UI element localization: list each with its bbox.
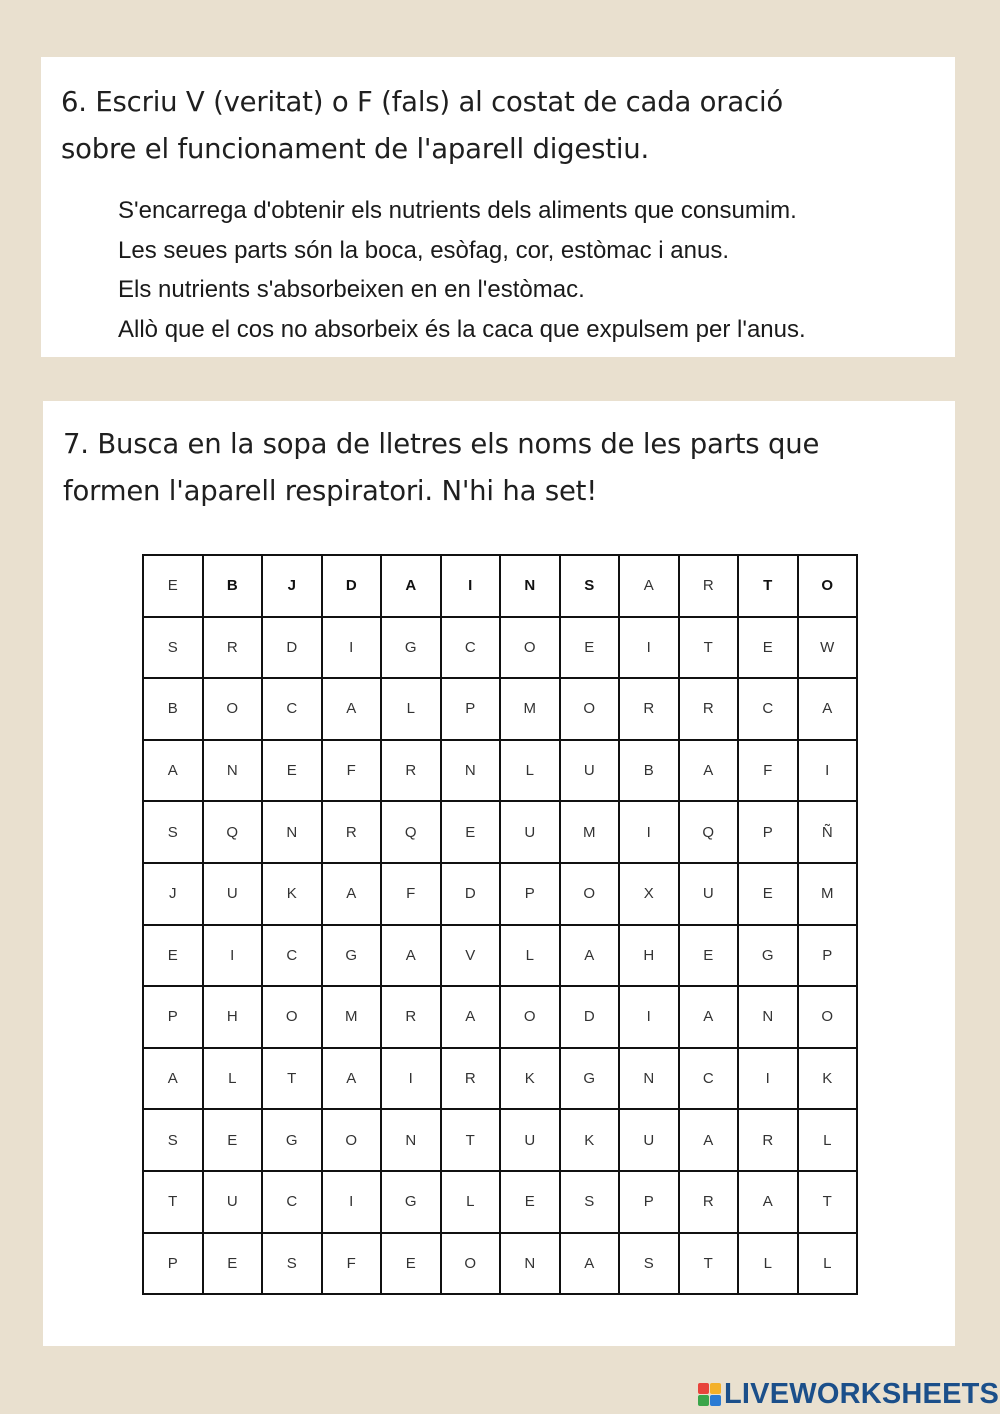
grid-cell[interactable]: N	[381, 1109, 441, 1171]
grid-cell[interactable]: P	[619, 1171, 679, 1233]
grid-cell[interactable]: I	[203, 925, 263, 987]
grid-cell[interactable]: U	[619, 1109, 679, 1171]
grid-cell[interactable]: L	[798, 1233, 858, 1295]
grid-cell[interactable]: P	[143, 986, 203, 1048]
grid-cell[interactable]: Q	[381, 801, 441, 863]
grid-cell[interactable]: U	[203, 863, 263, 925]
grid-cell[interactable]: E	[381, 1233, 441, 1295]
grid-cell[interactable]: I	[322, 1171, 382, 1233]
grid-cell[interactable]: O	[203, 678, 263, 740]
grid-cell[interactable]: K	[798, 1048, 858, 1110]
grid-cell[interactable]: S	[143, 801, 203, 863]
grid-cell[interactable]: O	[322, 1109, 382, 1171]
grid-cell[interactable]: G	[381, 617, 441, 679]
grid-cell[interactable]: M	[322, 986, 382, 1048]
statement-1: S'encarrega d'obtenir els nutrients dels aliments que consumim.	[118, 197, 797, 224]
grid-cell[interactable]: T	[679, 617, 739, 679]
grid-cell[interactable]: O	[798, 555, 858, 617]
grid-cell[interactable]: G	[738, 925, 798, 987]
grid-cell[interactable]: R	[619, 678, 679, 740]
grid-cell[interactable]: B	[143, 678, 203, 740]
grid-row	[143, 863, 857, 925]
grid-cell[interactable]: O	[262, 986, 322, 1048]
grid-cell[interactable]: E	[143, 555, 203, 617]
grid-cell[interactable]: A	[322, 863, 382, 925]
grid-row	[143, 1171, 857, 1233]
grid-cell[interactable]: O	[560, 863, 620, 925]
exercise-7-title-line-2: formen l'aparell respiratori. N'hi ha set!	[63, 475, 598, 507]
grid-cell[interactable]: R	[679, 678, 739, 740]
grid-row	[143, 555, 857, 617]
grid-cell[interactable]: E	[203, 1109, 263, 1171]
grid-cell[interactable]: F	[322, 1233, 382, 1295]
statement-4: Allò que el cos no absorbeix és la caca que expulsem per l'anus.	[118, 315, 806, 343]
grid-cell[interactable]: A	[560, 1233, 620, 1295]
grid-cell[interactable]: P	[143, 1233, 203, 1295]
grid-cell[interactable]: A	[738, 1171, 798, 1233]
grid-cell[interactable]: U	[500, 1109, 560, 1171]
grid-cell[interactable]: L	[738, 1233, 798, 1295]
exercise-6-card	[41, 57, 955, 357]
grid-cell[interactable]: G	[381, 1171, 441, 1233]
word-search-grid	[142, 554, 858, 1295]
statement-2: Les seues parts són la boca, esòfag, cor, estòmac i anus.	[118, 236, 730, 264]
grid-cell[interactable]: U	[500, 801, 560, 863]
grid-cell[interactable]: P	[798, 925, 858, 987]
grid-cell[interactable]: C	[679, 1048, 739, 1110]
grid-cell[interactable]: N	[500, 1233, 560, 1295]
grid-cell[interactable]: D	[262, 617, 322, 679]
grid-cell[interactable]: Q	[203, 801, 263, 863]
grid-cell[interactable]: D	[441, 863, 501, 925]
grid-cell[interactable]: A	[679, 986, 739, 1048]
grid-cell[interactable]: E	[441, 801, 501, 863]
grid-cell[interactable]: C	[738, 678, 798, 740]
grid-cell[interactable]: Ñ	[798, 801, 858, 863]
grid-cell[interactable]: T	[143, 1171, 203, 1233]
grid-row	[143, 1233, 857, 1295]
grid-cell[interactable]: U	[203, 1171, 263, 1233]
grid-cell[interactable]: K	[500, 1048, 560, 1110]
grid-cell[interactable]: I	[381, 1048, 441, 1110]
exercise-6-title	[61, 79, 783, 173]
grid-cell[interactable]: O	[441, 1233, 501, 1295]
grid-cell[interactable]: L	[441, 1171, 501, 1233]
grid-row	[143, 1048, 857, 1110]
grid-cell[interactable]: K	[262, 863, 322, 925]
grid-cell[interactable]: T	[262, 1048, 322, 1110]
grid-cell[interactable]: H	[619, 925, 679, 987]
grid-cell[interactable]: O	[500, 986, 560, 1048]
grid-cell[interactable]: B	[203, 555, 263, 617]
grid-row	[143, 678, 857, 740]
grid-cell[interactable]: A	[560, 925, 620, 987]
brand-text: LIVEWORKSHEETS	[724, 1378, 1000, 1410]
grid-cell[interactable]: L	[381, 678, 441, 740]
grid-cell[interactable]: A	[798, 678, 858, 740]
grid-cell[interactable]: E	[500, 1171, 560, 1233]
grid-cell[interactable]: A	[381, 555, 441, 617]
grid-cell[interactable]: N	[441, 740, 501, 802]
grid-cell[interactable]: I	[619, 986, 679, 1048]
grid-cell[interactable]: C	[441, 617, 501, 679]
grid-cell[interactable]: S	[560, 555, 620, 617]
grid-cell[interactable]: U	[679, 863, 739, 925]
grid-cell[interactable]: M	[560, 801, 620, 863]
grid-cell[interactable]: P	[500, 863, 560, 925]
grid-cell[interactable]: S	[560, 1171, 620, 1233]
grid-cell[interactable]: E	[738, 863, 798, 925]
grid-cell[interactable]: F	[322, 740, 382, 802]
grid-cell[interactable]: W	[798, 617, 858, 679]
grid-row	[143, 925, 857, 987]
grid-cell[interactable]: I	[619, 617, 679, 679]
grid-cell[interactable]: L	[798, 1109, 858, 1171]
grid-cell[interactable]: P	[441, 678, 501, 740]
grid-cell[interactable]: T	[679, 1233, 739, 1295]
grid-cell[interactable]: G	[262, 1109, 322, 1171]
grid-cell[interactable]: E	[203, 1233, 263, 1295]
statement-list	[118, 191, 806, 349]
grid-row	[143, 801, 857, 863]
grid-cell[interactable]: A	[619, 555, 679, 617]
grid-cell[interactable]: A	[143, 740, 203, 802]
grid-cell[interactable]: I	[441, 555, 501, 617]
grid-cell[interactable]: I	[322, 617, 382, 679]
grid-cell[interactable]: I	[619, 801, 679, 863]
grid-cell[interactable]: N	[738, 986, 798, 1048]
grid-cell[interactable]: E	[143, 925, 203, 987]
grid-row	[143, 1109, 857, 1171]
grid-cell[interactable]: C	[262, 925, 322, 987]
grid-cell[interactable]: M	[798, 863, 858, 925]
grid-cell[interactable]: N	[203, 740, 263, 802]
grid-cell[interactable]: N	[619, 1048, 679, 1110]
grid-cell[interactable]: O	[500, 617, 560, 679]
grid-cell[interactable]: J	[262, 555, 322, 617]
grid-cell[interactable]: K	[560, 1109, 620, 1171]
grid-cell[interactable]: N	[500, 555, 560, 617]
grid-cell[interactable]: O	[798, 986, 858, 1048]
grid-cell[interactable]: U	[560, 740, 620, 802]
grid-cell[interactable]: E	[738, 617, 798, 679]
grid-cell[interactable]: C	[262, 1171, 322, 1233]
statement-3: Els nutrients s'absorbeixen en en l'estòmac.	[118, 276, 585, 303]
grid-row	[143, 740, 857, 802]
grid-cell[interactable]: X	[619, 863, 679, 925]
grid-cell[interactable]: I	[798, 740, 858, 802]
grid-cell[interactable]: R	[738, 1109, 798, 1171]
grid-cell[interactable]: M	[500, 678, 560, 740]
liveworksheets-logo-icon	[698, 1383, 721, 1406]
grid-cell[interactable]: V	[441, 925, 501, 987]
grid-cell[interactable]: A	[679, 740, 739, 802]
grid-cell[interactable]: O	[560, 678, 620, 740]
grid-cell[interactable]: S	[619, 1233, 679, 1295]
exercise-6-title-line-1: 6. Escriu V (veritat) o F (fals) al costat de cada oració	[61, 86, 784, 118]
grid-cell[interactable]: P	[738, 801, 798, 863]
grid-cell[interactable]: S	[143, 617, 203, 679]
grid-cell[interactable]: G	[560, 1048, 620, 1110]
grid-cell[interactable]: D	[560, 986, 620, 1048]
grid-cell[interactable]: A	[322, 678, 382, 740]
grid-cell[interactable]: C	[262, 678, 322, 740]
grid-cell[interactable]: G	[322, 925, 382, 987]
grid-cell[interactable]: A	[143, 1048, 203, 1110]
grid-cell[interactable]: L	[203, 1048, 263, 1110]
grid-cell[interactable]: R	[322, 801, 382, 863]
grid-cell[interactable]: R	[679, 1171, 739, 1233]
grid-row	[143, 617, 857, 679]
grid-cell[interactable]: B	[619, 740, 679, 802]
grid-cell[interactable]: R	[203, 617, 263, 679]
grid-cell[interactable]: S	[143, 1109, 203, 1171]
exercise-7-title-line-1: 7. Busca en la sopa de lletres els noms de les parts que	[63, 428, 820, 460]
grid-cell[interactable]: T	[441, 1109, 501, 1171]
grid-cell[interactable]: N	[262, 801, 322, 863]
grid-cell[interactable]: I	[738, 1048, 798, 1110]
grid-cell[interactable]: H	[203, 986, 263, 1048]
grid-cell[interactable]: A	[381, 925, 441, 987]
grid-cell[interactable]: E	[679, 925, 739, 987]
grid-row	[143, 986, 857, 1048]
grid-cell[interactable]: T	[798, 1171, 858, 1233]
grid-cell[interactable]: F	[381, 863, 441, 925]
grid-cell[interactable]: R	[441, 1048, 501, 1110]
exercise-7-title	[63, 421, 819, 515]
grid-cell[interactable]: S	[262, 1233, 322, 1295]
grid-cell[interactable]: R	[381, 986, 441, 1048]
grid-cell[interactable]: E	[262, 740, 322, 802]
grid-cell[interactable]: R	[381, 740, 441, 802]
grid-cell[interactable]: E	[560, 617, 620, 679]
grid-cell[interactable]: R	[679, 555, 739, 617]
grid-cell[interactable]: A	[441, 986, 501, 1048]
liveworksheets-brand	[698, 1378, 999, 1411]
grid-cell[interactable]: T	[738, 555, 798, 617]
grid-cell[interactable]: J	[143, 863, 203, 925]
grid-cell[interactable]: A	[322, 1048, 382, 1110]
grid-cell[interactable]: L	[500, 740, 560, 802]
grid-cell[interactable]: F	[738, 740, 798, 802]
grid-cell[interactable]: L	[500, 925, 560, 987]
grid-cell[interactable]: D	[322, 555, 382, 617]
grid-cell[interactable]: Q	[679, 801, 739, 863]
exercise-6-title-line-2: sobre el funcionament de l'aparell digestiu.	[61, 133, 650, 165]
grid-cell[interactable]: A	[679, 1109, 739, 1171]
